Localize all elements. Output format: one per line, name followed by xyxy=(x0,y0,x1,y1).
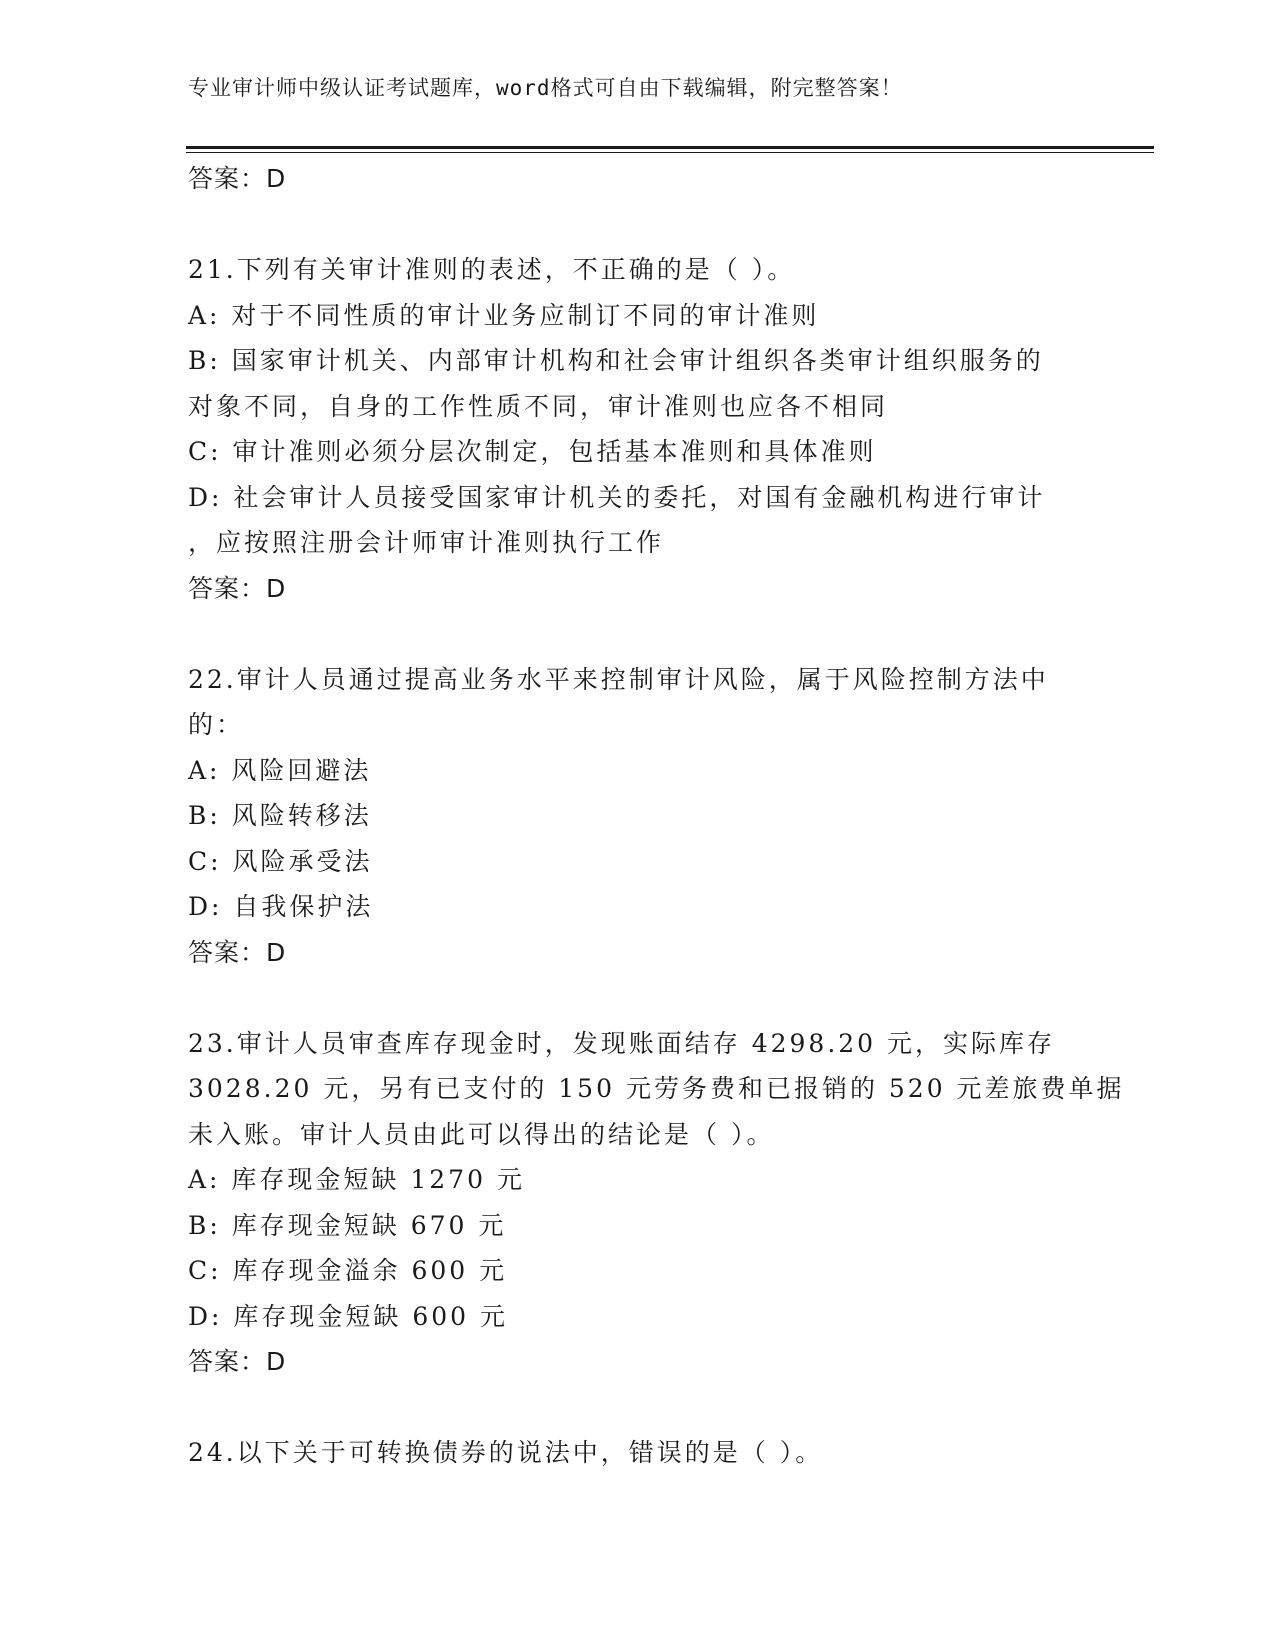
option-b: B: 风险转移法 xyxy=(188,801,372,830)
option-b: B: 国家审计机关、内部审计机构和社会审计组织各类审计组织服务的 xyxy=(188,346,1044,375)
question-22 xyxy=(188,657,1088,976)
question-stem-continued: 的： xyxy=(188,710,245,739)
option-c: C: 风险承受法 xyxy=(188,846,373,876)
question-stem: 22.审计人员通过提高业务水平来控制审计风险，属于风险控制方法中 xyxy=(188,664,1049,694)
option-d: D: 库存现金短缺 600 元 xyxy=(188,1301,509,1331)
question-stem: 21.下列有关审计准则的表述，不正确的是（ ）。 xyxy=(188,255,796,284)
option-b-continued: 对象不同，自身的工作性质不同，审计准则也应各不相同 xyxy=(188,391,889,421)
answer-line: 答案：D xyxy=(188,573,287,603)
header-rule-thin xyxy=(186,152,1154,153)
page-header: 专业审计师中级认证考试题库，word格式可自由下载编辑，附完整答案！ xyxy=(188,76,903,100)
question-stem: 23.审计人员审查库存现金时，发现账面结存 4298.20 元，实际库存 xyxy=(188,1028,1056,1058)
question-stem: 24.以下关于可转换债券的说法中，错误的是（ ）。 xyxy=(188,1438,824,1467)
question-21 xyxy=(188,247,1088,611)
answer-line: 答案：D xyxy=(188,937,287,967)
option-c: C: 库存现金溢余 600 元 xyxy=(188,1256,508,1285)
spacer xyxy=(188,202,1088,248)
question-stem-continued: 3028.20 元，另有已支付的 150 元劳务费和已报销的 520 元差旅费单据 xyxy=(188,1074,1125,1103)
spacer xyxy=(188,975,1088,1021)
option-d: D: 社会审计人员接受国家审计机关的委托，对国有金融机构进行审计 xyxy=(188,482,1046,512)
option-c: C: 审计准则必须分层次制定，包括基本准则和具体准则 xyxy=(188,437,877,466)
option-a: A: 库存现金短缺 1270 元 xyxy=(188,1165,525,1194)
option-a: A: 风险回避法 xyxy=(188,755,372,785)
option-d-continued: ，应按照注册会计师审计准则执行工作 xyxy=(188,528,665,557)
option-b: B: 库存现金短缺 670 元 xyxy=(188,1210,507,1240)
document-body xyxy=(188,156,1125,1476)
header-rule-thick xyxy=(186,146,1154,149)
option-a: A: 对于不同性质的审计业务应制订不同的审计准则 xyxy=(188,300,820,330)
option-d: D: 自我保护法 xyxy=(188,892,374,921)
answer-line: 答案：D xyxy=(188,1347,287,1376)
spacer xyxy=(188,1385,1088,1431)
answer-line: 答案：D xyxy=(188,164,287,193)
spacer xyxy=(188,611,1088,657)
question-stem-continued: 未入账。审计人员由此可以得出的结论是（ ）。 xyxy=(188,1119,775,1149)
question-23 xyxy=(188,1021,1125,1385)
question-24 xyxy=(188,1430,1088,1476)
